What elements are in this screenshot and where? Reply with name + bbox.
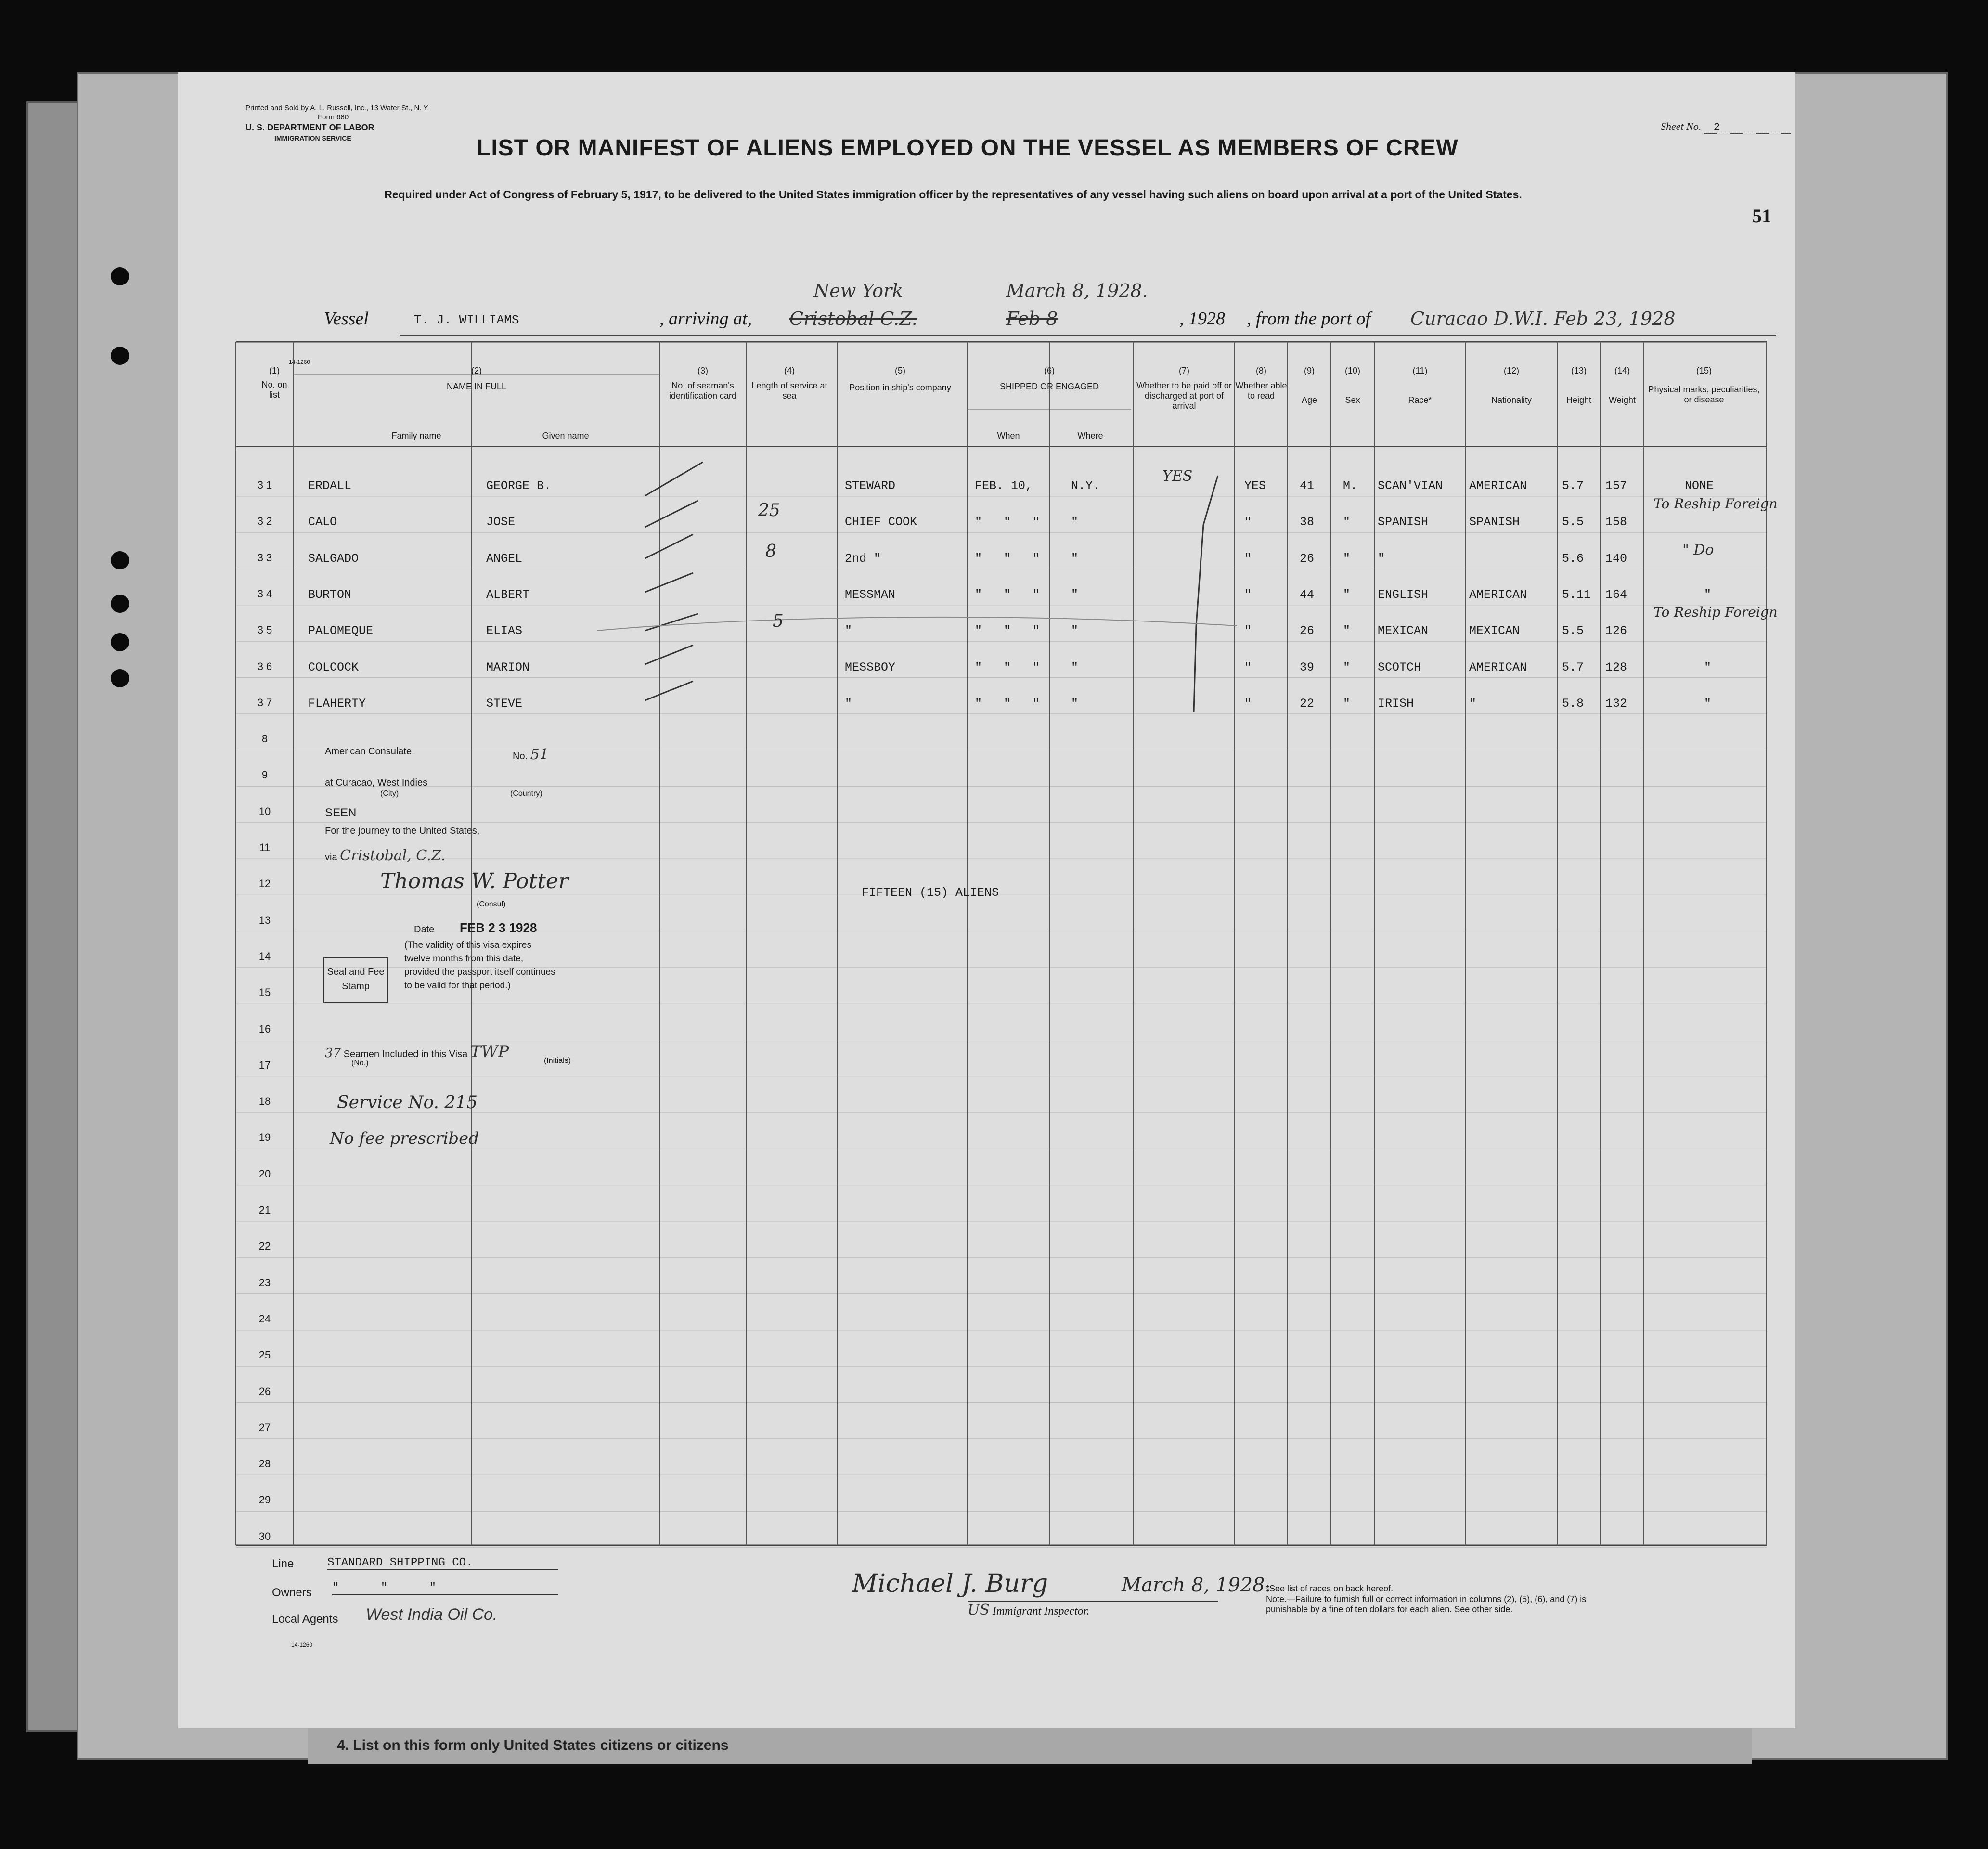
initials-caption: (Initials) bbox=[544, 1057, 571, 1065]
family-name-cell: FLAHERTY bbox=[308, 696, 366, 711]
height-cell: 5.8 bbox=[1562, 696, 1584, 711]
col10-num: (10) bbox=[1344, 366, 1360, 375]
line-label: Line bbox=[272, 1557, 294, 1570]
given-name-cell: MARION bbox=[486, 660, 530, 674]
aliens-total: FIFTEEN (15) ALIENS bbox=[862, 886, 999, 900]
arrival-date-original: Feb 8 bbox=[1006, 308, 1058, 329]
owners-label: Owners bbox=[272, 1586, 312, 1599]
seen-label: SEEN bbox=[325, 806, 357, 819]
nationality-cell: SPANISH bbox=[1469, 515, 1520, 530]
consulate-number bbox=[513, 746, 549, 763]
penalty-note: Note.—Failure to furnish full or correct information in columns (2), (5), (6), and (7) is punishable by a fine of ten dollars for each alien. See other side. bbox=[1266, 1594, 1587, 1614]
shipped-when-cell: " " " bbox=[975, 551, 1040, 566]
row-number: 14 bbox=[258, 950, 271, 962]
visa-validity-text: (The validity of this visa expires twelve months from this date, provided the passport itself continues to be valid for that period.) bbox=[404, 940, 555, 991]
row-number: 3 7 bbox=[257, 696, 272, 709]
race-cell: SCOTCH bbox=[1378, 660, 1421, 674]
shipped-where-cell: " bbox=[1071, 587, 1079, 602]
age-cell: 41 bbox=[1300, 479, 1315, 493]
position-cell: MESSBOY bbox=[845, 660, 896, 674]
consulate-no-value: 51 bbox=[530, 746, 549, 763]
age-cell: 38 bbox=[1300, 515, 1315, 530]
consul-caption: (Consul) bbox=[477, 900, 506, 908]
shipped-where-cell: " bbox=[1071, 660, 1079, 674]
no-caption: (No.) bbox=[351, 1059, 369, 1067]
position-cell: STEWARD bbox=[845, 479, 896, 493]
nationality-cell: MEXICAN bbox=[1469, 624, 1520, 638]
form-number: Form 680 bbox=[318, 113, 349, 121]
inspector-prefix: US bbox=[968, 1602, 990, 1618]
page-number: 51 bbox=[1752, 205, 1771, 227]
consulate-city bbox=[325, 777, 475, 789]
visa-initials: TWP bbox=[470, 1042, 509, 1061]
service-number: Service No. 215 bbox=[337, 1093, 478, 1112]
arrival-year-value: 1928 bbox=[1188, 309, 1225, 329]
race-cell: SCAN'VIAN bbox=[1378, 479, 1443, 493]
arrival-date-corrected: March 8, 1928. bbox=[1006, 280, 1148, 301]
col4-num: (4) bbox=[784, 366, 795, 375]
able-to-read-cell: YES bbox=[1244, 479, 1266, 493]
arriving-label: , arriving at, bbox=[659, 309, 752, 329]
row-number: 12 bbox=[258, 878, 271, 890]
race-cell: SPANISH bbox=[1378, 515, 1429, 530]
sex-cell: " bbox=[1343, 515, 1351, 530]
from-port-label: , from the port of bbox=[1247, 309, 1371, 329]
race-cell: MEXICAN bbox=[1378, 624, 1429, 638]
weight-cell: 140 bbox=[1605, 551, 1627, 566]
nationality-cell: AMERICAN bbox=[1469, 660, 1527, 674]
family-name-cell: SALGADO bbox=[308, 551, 359, 566]
arriving-port-original: Cristobal C.Z. bbox=[789, 308, 917, 329]
row-number: 22 bbox=[258, 1240, 271, 1253]
city-caption: (City) bbox=[380, 789, 399, 798]
able-to-read-cell: " bbox=[1244, 551, 1252, 566]
col12-num: (12) bbox=[1503, 366, 1519, 375]
col15-label: Physical marks, peculiarities, or disease bbox=[1648, 385, 1760, 404]
physical-marks-cell: " bbox=[1704, 660, 1712, 674]
col6-num: (6) bbox=[1044, 366, 1055, 375]
vessel-name: T. J. WILLIAMS bbox=[414, 313, 519, 327]
arrival-year: , 1928 bbox=[1179, 309, 1225, 329]
row-number: 28 bbox=[258, 1458, 271, 1470]
service-years-palomeque: 5 bbox=[773, 611, 784, 631]
weight-cell: 164 bbox=[1605, 587, 1627, 602]
shipped-where-cell: " bbox=[1071, 696, 1079, 711]
service-years-calo: 25 bbox=[758, 501, 780, 520]
col12-label: Nationality bbox=[1491, 395, 1532, 405]
given-name-cell: GEORGE B. bbox=[486, 479, 552, 493]
col7-num: (7) bbox=[1179, 366, 1189, 375]
height-cell: 5.6 bbox=[1562, 551, 1584, 566]
weight-cell: 157 bbox=[1605, 479, 1627, 493]
remark-calo: To Reship Foreign bbox=[1653, 496, 1778, 512]
weight-cell: 132 bbox=[1605, 696, 1627, 711]
row-number: 13 bbox=[258, 914, 271, 926]
row-number: 21 bbox=[258, 1204, 271, 1216]
age-cell: 26 bbox=[1300, 551, 1315, 566]
shipped-where-cell: " bbox=[1071, 551, 1079, 566]
agents-label: Local Agents bbox=[272, 1613, 338, 1626]
consulate-no-label: No. bbox=[513, 751, 528, 762]
service: IMMIGRATION SERVICE bbox=[274, 134, 351, 142]
arriving-port-corrected: New York bbox=[813, 280, 904, 301]
position-cell: 2nd " bbox=[845, 551, 881, 566]
able-to-read-cell: " bbox=[1244, 515, 1252, 530]
shipped-when-cell: " " " bbox=[975, 624, 1040, 638]
shipped-when-cell: " " " bbox=[975, 587, 1040, 602]
given-name-cell: ANGEL bbox=[486, 551, 523, 566]
col9-label: Age bbox=[1301, 395, 1317, 405]
given-name-cell: JOSE bbox=[486, 515, 516, 530]
height-cell: 5.7 bbox=[1562, 479, 1584, 493]
binder-hole bbox=[111, 267, 129, 285]
binder-hole bbox=[111, 669, 129, 687]
height-cell: 5.5 bbox=[1562, 515, 1584, 530]
col14-label: Weight bbox=[1609, 395, 1636, 405]
col15-num: (15) bbox=[1696, 366, 1712, 375]
family-name-header: Family name bbox=[391, 431, 441, 440]
given-name-cell: STEVE bbox=[486, 696, 523, 711]
visa-date: FEB 2 3 1928 bbox=[460, 920, 537, 935]
remark-palomeque: To Reship Foreign bbox=[1653, 604, 1778, 620]
col3-num: (3) bbox=[697, 366, 708, 375]
able-to-read-cell: " bbox=[1244, 587, 1252, 602]
col14-num: (14) bbox=[1614, 366, 1630, 375]
weight-cell: 126 bbox=[1605, 624, 1627, 638]
position-cell: MESSMAN bbox=[845, 587, 896, 602]
shipped-where-cell: N.Y. bbox=[1071, 479, 1100, 493]
sex-cell: " bbox=[1343, 660, 1351, 674]
row-number: 15 bbox=[258, 986, 271, 999]
id-card-check-marks bbox=[178, 72, 1795, 1728]
nationality-cell: AMERICAN bbox=[1469, 479, 1527, 493]
consul-signature: Thomas W. Potter bbox=[380, 869, 568, 893]
row-number: 30 bbox=[258, 1530, 271, 1542]
where-header: Where bbox=[1077, 431, 1103, 440]
col5-num: (5) bbox=[895, 366, 905, 375]
shipped-when-cell: " " " bbox=[975, 515, 1040, 530]
row-number: 3 4 bbox=[257, 587, 272, 600]
shipped-where-cell: " bbox=[1071, 624, 1079, 638]
age-cell: 39 bbox=[1300, 660, 1315, 674]
family-name-cell: CALO bbox=[308, 515, 337, 530]
visa-date-label: Date bbox=[414, 924, 435, 935]
col2-label: NAME IN FULL bbox=[446, 382, 507, 391]
age-cell: 22 bbox=[1300, 696, 1315, 711]
binder-hole bbox=[111, 551, 129, 569]
service-years-salgado: 8 bbox=[765, 542, 776, 561]
shipped-when-cell: FEB. 10, bbox=[975, 479, 1033, 493]
col1-num: (1) bbox=[269, 366, 280, 375]
position-cell: " bbox=[845, 696, 852, 711]
col3-label: No. of seaman's identification card bbox=[669, 381, 737, 401]
inspector-date: March 8, 1928. bbox=[1122, 1574, 1271, 1596]
department: U. S. DEPARTMENT OF LABOR bbox=[245, 123, 374, 132]
seal-fee-stamp-box: Seal and Fee Stamp bbox=[323, 957, 388, 1003]
row-number: 20 bbox=[258, 1167, 271, 1180]
row-number: 3 2 bbox=[257, 515, 272, 528]
age-cell: 26 bbox=[1300, 624, 1315, 638]
shipped-when-cell: " " " bbox=[975, 696, 1040, 711]
races-note: *See list of races on back hereof. bbox=[1266, 1584, 1394, 1593]
family-name-cell: PALOMEQUE bbox=[308, 624, 374, 638]
col2-num: (2) bbox=[471, 366, 482, 375]
remark-salgado: " Do bbox=[1682, 542, 1714, 558]
manifest-sheet bbox=[178, 72, 1795, 1728]
seamen-text: Seamen Included in this Visa bbox=[343, 1049, 468, 1060]
able-to-read-cell: " bbox=[1244, 696, 1252, 711]
printer-line: Printed and Sold by A. L. Russell, Inc., 13 Water St., N. Y. bbox=[245, 104, 429, 112]
sex-cell: " bbox=[1343, 551, 1351, 566]
col8-label: Whether able to read bbox=[1235, 381, 1287, 401]
page-title: LIST OR MANIFEST OF ALIENS EMPLOYED ON THE VESSEL AS MEMBERS OF CREW bbox=[477, 135, 1459, 161]
race-cell: " bbox=[1378, 551, 1385, 566]
physical-marks-cell: " bbox=[1704, 587, 1712, 602]
row-number: 11 bbox=[259, 841, 271, 853]
vessel-label: Vessel bbox=[324, 309, 369, 329]
nationality-cell: AMERICAN bbox=[1469, 587, 1527, 602]
row-number: 24 bbox=[258, 1312, 271, 1325]
inspector-label: Immigrant Inspector. bbox=[992, 1605, 1090, 1617]
col13-label: Height bbox=[1566, 395, 1592, 405]
height-cell: 5.11 bbox=[1562, 587, 1591, 602]
col8-num: (8) bbox=[1256, 366, 1266, 375]
sheet-value: 2 bbox=[1704, 121, 1791, 134]
row-number: 17 bbox=[258, 1059, 271, 1071]
at-label: at bbox=[325, 777, 333, 788]
via-value: Cristobal, C.Z. bbox=[340, 847, 446, 864]
row-number: 19 bbox=[258, 1131, 271, 1144]
row-number: 29 bbox=[258, 1494, 271, 1506]
able-to-read-cell: " bbox=[1244, 624, 1252, 638]
row-number: 26 bbox=[258, 1385, 271, 1397]
from-port: Curacao D.W.I. Feb 23, 1928 bbox=[1410, 308, 1676, 329]
family-name-cell: COLCOCK bbox=[308, 660, 359, 674]
row-number: 27 bbox=[258, 1421, 271, 1434]
nationality-cell: " bbox=[1469, 696, 1477, 711]
underlying-page-item-4: 4. List on this form only United States citizens or citizens bbox=[337, 1737, 729, 1753]
statutory-notice: Required under Act of Congress of February 5, 1917, to be delivered to the United States immigration officer by the representatives of any vessel having such aliens on board upon arrival at a port of the United States. bbox=[384, 188, 1522, 201]
weight-cell: 158 bbox=[1605, 515, 1627, 530]
sex-cell: M. bbox=[1343, 479, 1358, 493]
family-name-cell: BURTON bbox=[308, 587, 352, 602]
inspector-signature: Michael J. Burg bbox=[852, 1569, 1048, 1598]
given-name-header: Given name bbox=[542, 431, 589, 440]
col4-label: Length of service at sea bbox=[751, 381, 827, 401]
col11-label: Race* bbox=[1408, 395, 1432, 405]
via-label: via bbox=[325, 852, 337, 863]
inspector-caption bbox=[968, 1601, 1218, 1618]
sex-cell: " bbox=[1343, 624, 1351, 638]
col13-num: (13) bbox=[1571, 366, 1587, 375]
position-cell: CHIEF COOK bbox=[845, 515, 917, 530]
col9-num: (9) bbox=[1304, 366, 1315, 375]
paid-off-yes: YES bbox=[1162, 468, 1193, 485]
row-number: 3 5 bbox=[257, 624, 272, 636]
journey-text: For the journey to the United States, bbox=[325, 826, 480, 836]
family-name-cell: ERDALL bbox=[308, 479, 352, 493]
seamen-count: 37 bbox=[325, 1046, 341, 1060]
via-line bbox=[325, 847, 446, 864]
race-cell: IRISH bbox=[1378, 696, 1414, 711]
shipped-when-cell: " " " bbox=[975, 660, 1040, 674]
race-cell: ENGLISH bbox=[1378, 587, 1429, 602]
physical-marks-cell: " bbox=[1704, 696, 1712, 711]
footer-form-code: 14-1260 bbox=[291, 1642, 313, 1648]
sheet-label: Sheet No. bbox=[1661, 120, 1702, 132]
row-number: 9 bbox=[261, 769, 268, 781]
able-to-read-cell: " bbox=[1244, 660, 1252, 674]
physical-marks-cell: NONE bbox=[1685, 479, 1714, 493]
age-cell: 44 bbox=[1300, 587, 1315, 602]
row-number: 16 bbox=[258, 1022, 271, 1035]
row-number: 3 1 bbox=[257, 479, 272, 491]
col11-num: (11) bbox=[1412, 366, 1428, 375]
line-value: STANDARD SHIPPING CO. bbox=[327, 1556, 558, 1570]
col10-label: Sex bbox=[1345, 395, 1360, 405]
shipped-where-cell: " bbox=[1071, 515, 1079, 530]
col6-label: SHIPPED OR ENGAGED bbox=[999, 382, 1099, 391]
binder-hole bbox=[111, 633, 129, 651]
height-cell: 5.7 bbox=[1562, 660, 1584, 674]
row-number: 10 bbox=[258, 805, 271, 817]
row-number: 23 bbox=[258, 1276, 271, 1289]
row-number: 3 3 bbox=[257, 551, 272, 564]
country-caption: (Country) bbox=[510, 789, 542, 798]
form-code: 14-1260 bbox=[289, 359, 310, 365]
row-number: 25 bbox=[258, 1349, 271, 1361]
sex-cell: " bbox=[1343, 587, 1351, 602]
owners-value: " " " bbox=[332, 1581, 558, 1595]
height-cell: 5.5 bbox=[1562, 624, 1584, 638]
consulate-label: American Consulate. bbox=[325, 746, 414, 757]
binder-hole bbox=[111, 347, 129, 365]
position-cell: " bbox=[845, 624, 852, 638]
sex-cell: " bbox=[1343, 696, 1351, 711]
no-fee-note: No fee prescribed bbox=[330, 1129, 479, 1148]
given-name-cell: ALBERT bbox=[486, 587, 530, 602]
col5-label: Position in ship's company bbox=[849, 383, 951, 392]
weight-cell: 128 bbox=[1605, 660, 1627, 674]
row-number: 3 6 bbox=[257, 660, 272, 672]
col7-label: Whether to be paid off or discharged at port of arrival bbox=[1136, 381, 1232, 411]
row-number: 8 bbox=[261, 733, 268, 745]
row-number: 18 bbox=[258, 1095, 271, 1108]
city-value: Curacao, West Indies bbox=[336, 777, 475, 789]
col1-label: No. on list bbox=[261, 380, 287, 400]
when-header: When bbox=[997, 431, 1020, 440]
seamen-in-visa bbox=[325, 1042, 509, 1061]
binder-hole bbox=[111, 595, 129, 613]
given-name-cell: ELIAS bbox=[486, 624, 523, 638]
agents-value: West India Oil Co. bbox=[366, 1605, 498, 1624]
